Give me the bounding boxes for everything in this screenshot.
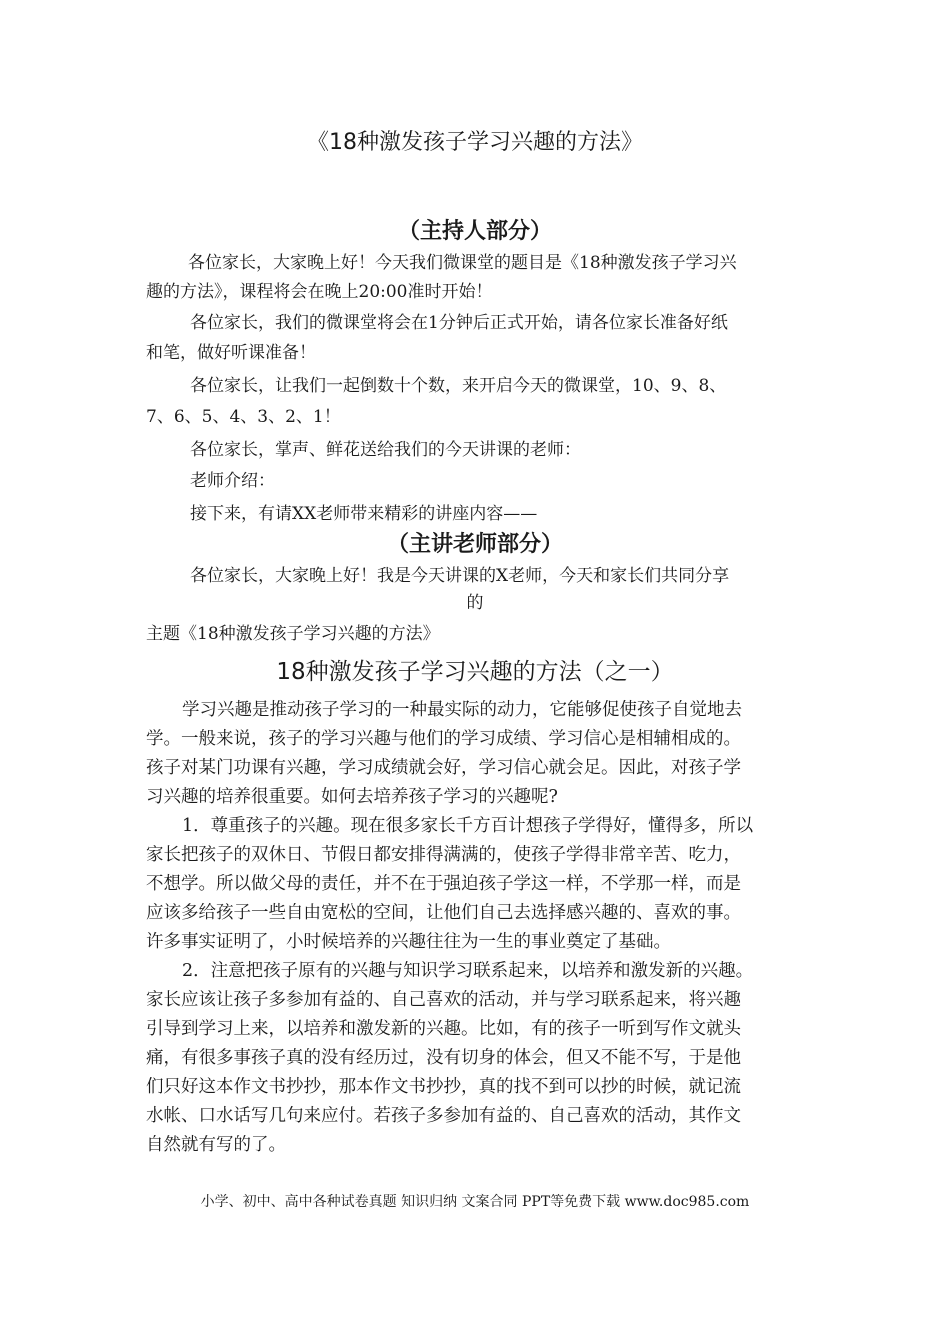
method-line-14: 们只好这本作文书抄抄，那本作文书抄抄，真的找不到可以抄的时候，就记流	[146, 1077, 741, 1097]
method-line-15: 水帐、口水话写几句来应付。若孩子多参加有益的、自己喜欢的活动，其作文	[146, 1106, 741, 1126]
host-line-1: 各位家长，大家晚上好！今天我们微课堂的题目是《18种激发孩子学习兴	[188, 253, 737, 273]
host-section-heading: （主持人部分）	[397, 219, 552, 244]
method-line-5: 1．尊重孩子的兴趣。现在很多家长千方百计想孩子学得好，懂得多，所以	[182, 816, 754, 836]
host-line-2: 趣的方法》，课程将会在晚上20:00准时开始！	[146, 282, 493, 302]
host-line-4: 和笔，做好听课准备！	[146, 343, 316, 363]
method-line-16: 自然就有写的了。	[146, 1135, 286, 1155]
method-line-3: 孩子对某门功课有兴趣，学习成绩就会好，学习信心就会足。因此，对孩子学	[146, 758, 741, 778]
host-line-6: 7、6、5、4、3、2、1！	[146, 407, 341, 427]
teacher-line-1: 各位家长，大家晚上好！我是今天讲课的X老师，今天和家长们共同分享	[190, 566, 730, 586]
teacher-line-3: 主题《18种激发孩子学习兴趣的方法》	[146, 624, 440, 644]
host-line-8: 老师介绍：	[190, 471, 275, 491]
page-footer: 小学、初中、高中各种试卷真题 知识归纳 文案合同 PPT等免费下载 www.doc985.com	[200, 1194, 750, 1210]
method-line-13: 痛，有很多事孩子真的没有经历过，没有切身的体会，但又不能不写，于是他	[146, 1048, 741, 1068]
method-line-6: 家长把孩子的双休日、节假日都安排得满满的，使孩子学得非常辛苦、吃力，	[146, 845, 741, 865]
method-subtitle: 18种激发孩子学习兴趣的方法（之一）	[276, 659, 674, 685]
host-line-3: 各位家长，我们的微课堂将会在1分钟后正式开始，请各位家长准备好纸	[190, 313, 728, 333]
host-line-9: 接下来，有请XX老师带来精彩的讲座内容——	[190, 504, 538, 524]
document-title: 《18种激发孩子学习兴趣的方法》	[307, 130, 643, 155]
method-line-9: 许多事实证明了，小时候培养的兴趣往往为一生的事业奠定了基础。	[146, 932, 671, 952]
method-line-10: 2．注意把孩子原有的兴趣与知识学习联系起来，以培养和激发新的兴趣。	[182, 961, 754, 981]
method-line-7: 不想学。所以做父母的责任，并不在于强迫孩子学这一样，不学那一样，而是	[146, 874, 741, 894]
method-line-8: 应该多给孩子一些自由宽松的空间，让他们自己去选择感兴趣的、喜欢的事。	[146, 903, 741, 923]
host-line-5: 各位家长，让我们一起倒数十个数，来开启今天的微课堂，10、9、8、	[190, 376, 727, 396]
method-line-2: 学。一般来说，孩子的学习兴趣与他们的学习成绩、学习信心是相辅相成的。	[146, 729, 741, 749]
method-line-1: 学习兴趣是推动孩子学习的一种最实际的动力，它能够促使孩子自觉地去	[182, 700, 742, 720]
method-line-4: 习兴趣的培养很重要。如何去培养孩子学习的兴趣呢?	[146, 787, 558, 807]
teacher-line-2: 的	[466, 593, 484, 613]
method-line-11: 家长应该让孩子多参加有益的、自己喜欢的活动，并与学习联系起来，将兴趣	[146, 990, 741, 1010]
host-line-7: 各位家长，掌声、鲜花送给我们的今天讲课的老师：	[190, 440, 581, 460]
method-line-12: 引导到学习上来，以培养和激发新的兴趣。比如，有的孩子一听到写作文就头	[146, 1019, 741, 1039]
teacher-section-heading: （主讲老师部分）	[386, 532, 563, 557]
